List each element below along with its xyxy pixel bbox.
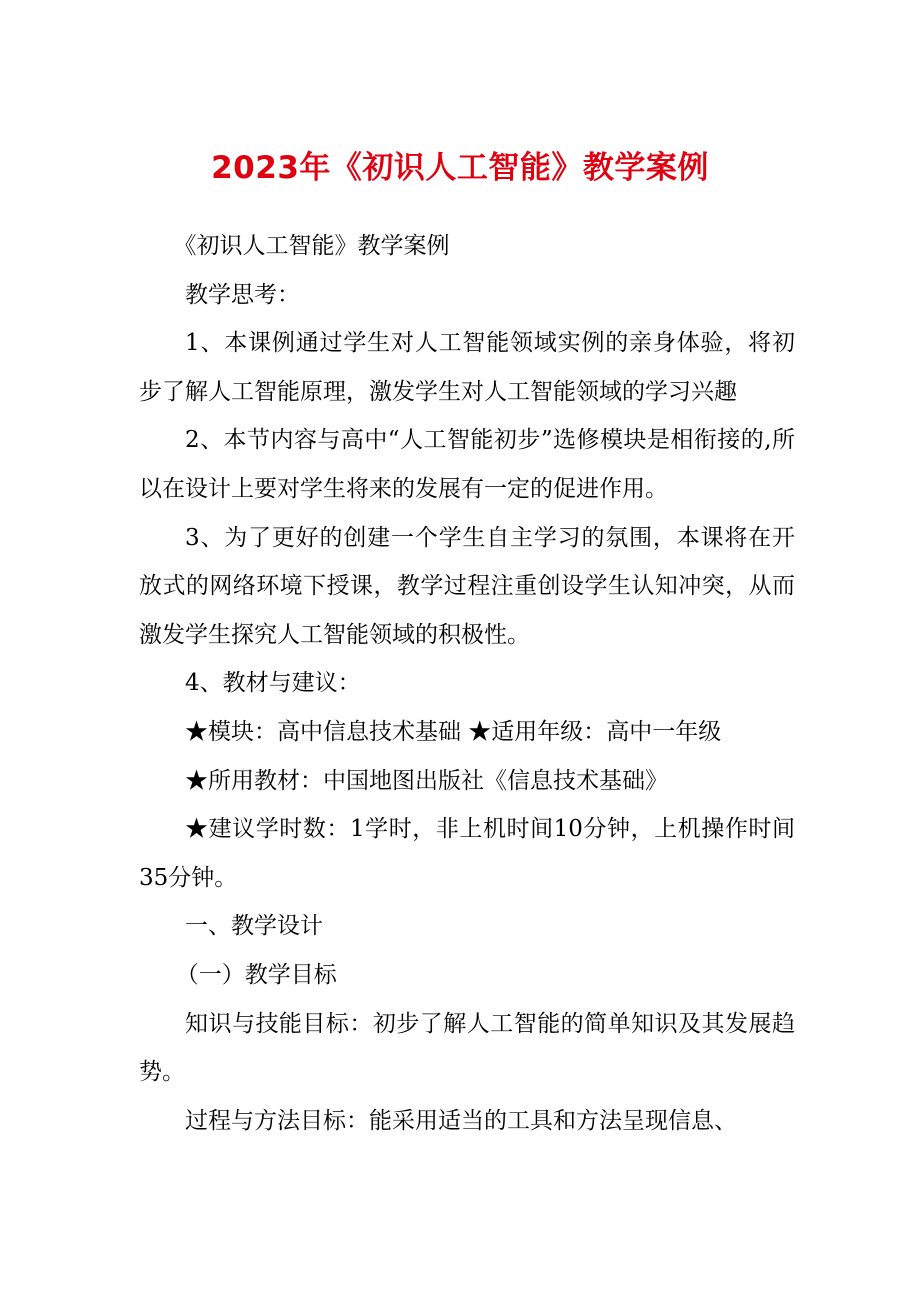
- paragraph-point-2: 2、本节内容与高中“人工智能初步”选修模块是相衔接的,所以在设计上要对学生将来的发展有一定的促进作用。: [139, 427, 795, 502]
- paragraph-subtitle: 《初识人工智能》教学案例: [173, 233, 450, 259]
- paragraph-class-hours: ★建议学时数：1学时，非上机时间10分钟，上机操作时间35分钟。: [139, 816, 795, 891]
- paragraph-teaching-thoughts: 教学思考：: [185, 281, 300, 308]
- paragraph-module: ★模块：高中信息技术基础 ★适用年级：高中一年级: [185, 718, 722, 745]
- subsection-heading-objectives: （一）教学目标: [175, 961, 337, 988]
- paragraph-process-objective: 过程与方法目标：能采用适当的工具和方法呈现信息、: [185, 1107, 737, 1134]
- paragraph-textbook: ★所用教材：中国地图出版社《信息技术基础》: [185, 767, 668, 794]
- paragraph-point-4: 4、教材与建议：: [185, 670, 361, 697]
- section-heading-teaching-design: 一、教学设计: [185, 913, 323, 940]
- paragraph-knowledge-objective: 知识与技能目标：初步了解人工智能的简单知识及其发展趋势。: [139, 1010, 795, 1086]
- document-title: 2023年《初识人工智能》教学案例: [211, 150, 709, 186]
- paragraph-point-3: 3、为了更好的创建一个学生自主学习的氛围，本课将在开放式的网络环境下授课，教学过程注重创设学生认知冲突，从而激发学生探究人工智能领域的积极性。: [139, 524, 795, 648]
- document-body: [139, 222, 795, 1145]
- paragraph-point-1: 1、本课例通过学生对人工智能领域实例的亲身体验，将初步了解人工智能原理，激发学生对人工智能领域的学习兴趣: [139, 330, 795, 405]
